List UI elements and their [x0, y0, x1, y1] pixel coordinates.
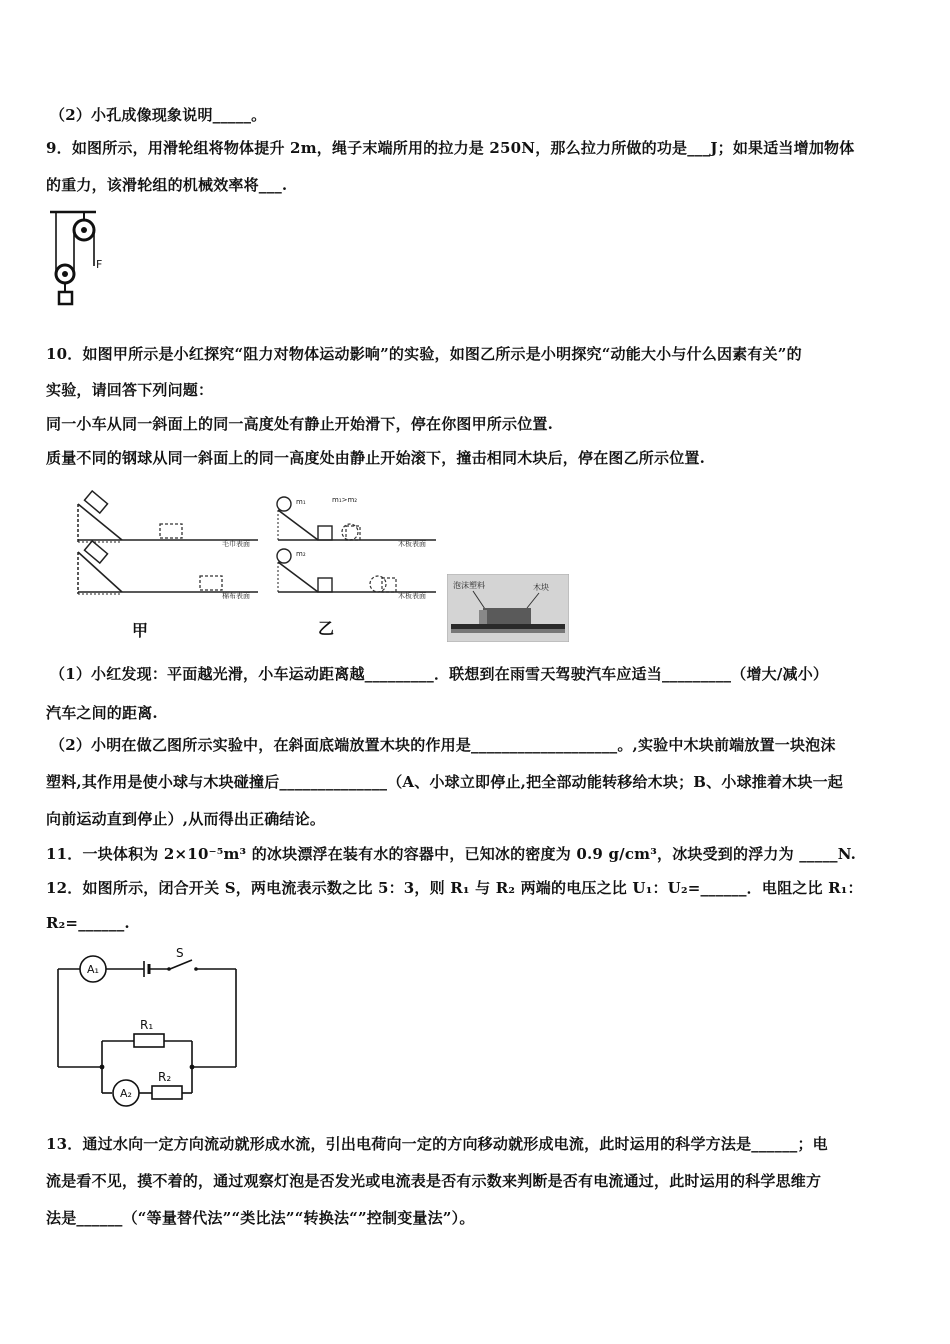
q8-part2-line: （2）小孔成像现象说明_____。 [50, 106, 267, 124]
experiment-figure-jia [72, 490, 268, 602]
q10-part2-line-1: （2）小明在做乙图所示实验中，在斜面底端放置木块的作用是___________________。,实验中木块前端放置一块泡沫 [50, 736, 836, 754]
q13-line-3: 法是______（“等量替代法”“类比法”“转换法“”控制变量法”）。 [46, 1209, 475, 1227]
q10-part1-line-2: 汽车之间的距离. [46, 704, 158, 722]
surface-label-cotton: 棉布表面 [222, 592, 250, 600]
surface-label-wood-bottom: 木板表面 [398, 592, 426, 600]
q10-line-4: 质量不同的钢球从同一斜面上的同一高度处由静止开始滚下，撞击相同木块后，停在图乙所示位置. [46, 449, 706, 467]
photo-block-label: 木块 [533, 583, 549, 592]
q10-line-3: 同一小车从同一斜面上的同一高度处有静止开始滑下，停在你图甲所示位置. [46, 415, 554, 433]
surface-label-wood-top: 木板表面 [398, 540, 426, 548]
q10-part2-line-2: 塑料,其作用是使小球与木块碰撞后______________（A、小球立即停止,把全部动能转移给木块；B、小球推着木块一起 [46, 773, 843, 791]
experiment-figure-yi [272, 490, 442, 602]
q12-line-1: 12．如图所示，闭合开关 S，两电流表示数之比 5：3，则 R₁ 与 R₂ 两端的电压之比 U₁：U₂=______．电阻之比 R₁： [46, 879, 863, 897]
q10-line-2: 实验，请回答下列问题： [46, 381, 214, 399]
pulley-figure [44, 208, 114, 308]
ammeter-a2-label: A₂ [120, 1087, 132, 1100]
q10-part1-line-1: （1）小红发现：平面越光滑，小车运动距离越_________．联想到在雨雪天驾驶汽车应适当_________（增大/减小） [50, 665, 829, 683]
q9-line-1: 9．如图所示，用滑轮组将物体提升 2m，绳子末端所用的拉力是 250N，那么拉力所做的功是___J；如果适当增加物体 [46, 139, 855, 157]
mass-label-m1: m₁ [296, 498, 306, 506]
surface-label-towel: 毛巾表面 [222, 540, 250, 548]
q13-line-2: 流是看不见，摸不着的，通过观察灯泡是否发光或电流表是否有示数来判断是否有电流通过，此时运用的科学思维方 [46, 1172, 822, 1190]
photo-foam-label: 泡沫塑料 [453, 581, 485, 590]
foam-block-photo [447, 574, 569, 642]
q10-line-1: 10．如图甲所示是小红探究“阻力对物体运动影响”的实验，如图乙所示是小明探究“动能大小与什么因素有关”的 [46, 345, 802, 363]
force-label: F [96, 258, 103, 271]
figure-label-jia: 甲 [132, 621, 149, 640]
figure-label-yi: 乙 [318, 619, 335, 638]
switch-label: S [176, 946, 184, 960]
circuit-figure [50, 945, 246, 1115]
resistor-r1-label: R₁ [140, 1018, 154, 1032]
resistor-r2-label: R₂ [158, 1070, 172, 1084]
q10-part2-line-3: 向前运动直到停止）,从而得出正确结论。 [46, 810, 326, 828]
q11-line: 11．一块体积为 2×10⁻⁵m³ 的冰块漂浮在装有水的容器中，已知冰的密度为 0.9 g/cm³，冰块受到的浮力为 _____N. [46, 845, 857, 863]
q12-line-2: R₂=______. [46, 914, 130, 932]
q9-line-2: 的重力，该滑轮组的机械效率将___. [46, 176, 288, 194]
ammeter-a1-label: A₁ [87, 963, 99, 976]
mass-label-m2: m₂ [296, 550, 306, 558]
mass-compare-label: m₁>m₂ [332, 496, 358, 504]
q13-line-1: 13．通过水向一定方向流动就形成水流，引出电荷向一定的方向移动就形成电流，此时运用的科学方法是______；电 [46, 1135, 828, 1153]
